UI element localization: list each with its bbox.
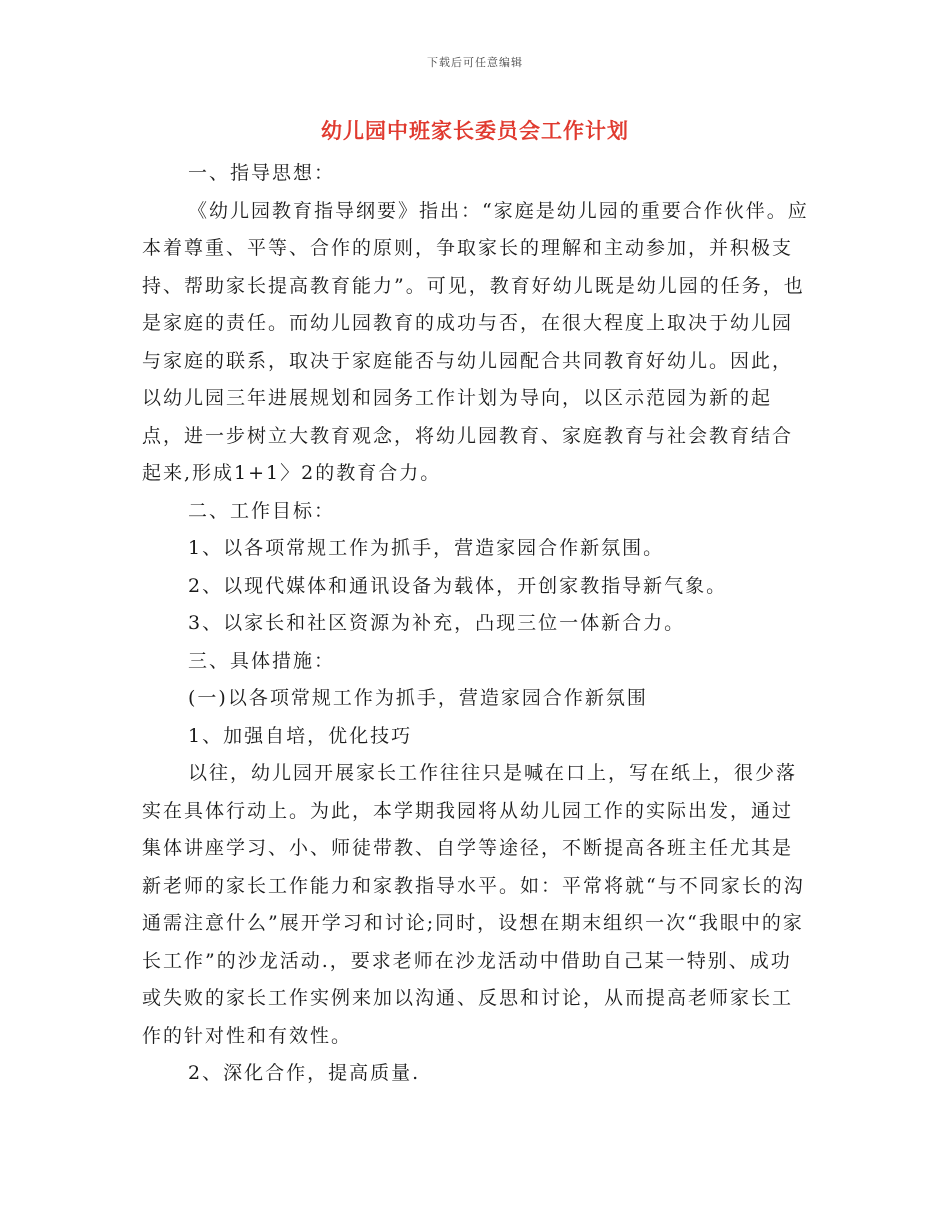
section-heading-measures: 三、具体措施： [188,649,336,672]
subsection-heading-1: (一)以各项常规工作为抓手，营造家园合作新氛围 [188,687,648,709]
goal-item-2: 2、以现代媒体和通讯设备为载体，开创家教指导新气象。 [188,574,728,597]
section-heading-guiding-thought: 一、指导思想： [188,162,336,184]
paragraph-guiding-thought: 《幼儿园教育指导纲要》指出：“家庭是幼儿园的重要合作伙伴。应本着尊重、平等、合作的原则，争取家长的理解和主动参加，并积极支持、帮助家长提高教育能力”。可见，教育好幼儿既是幼儿园的任务，也是家庭的责任。而幼儿园教育的成功与否，在很大程度上取决于幼儿园与家庭的联系，取决于家庭能否与幼儿园配合共同教育好幼儿。因此，以幼儿园三年进展规划和园务工作计划为导向，以区示范园为新的起点，进一步树立大教育观念，将幼儿园教育、家庭教育与社会教育结合起来,形成1+1〉2的教育合力。 [142,199,809,484]
goal-item-3: 3、以家长和社区资源为补充，凸现三位一体新合力。 [188,612,686,634]
document-title: 幼儿园中班家长委员会工作计划 [321,118,629,143]
paragraph-self-training: 以往，幼儿园开展家长工作往往只是喊在口上，写在纸上，很少落实在具体行动上。为此，本学期我园将从幼儿园工作的实际出发，通过集体讲座学习、小、师徒带教、自学等途径，不断提高各班主任尤其是新老师的家长工作能力和家教指导水平。如：平常将就“与不同家长的沟通需注意什么”展开学习和讨论;同时，设想在期末组织一次“我眼中的家长工作”的沙龙活动.，要求老师在沙龙活动中借助自己某一特别、成功或失败的家长工作实例来加以沟通、反思和讨论，从而提高老师家长工作的针对性和有效性。 [142,762,805,1047]
measure-item-2-heading: 2、深化合作，提高质量. [188,1062,421,1084]
goal-item-1: 1、以各项常规工作为抓手，营造家园合作新氛围。 [188,537,665,559]
section-heading-work-goals: 二、工作目标： [188,499,336,522]
document-body [142,155,812,1093]
header-note: 下载后可任意编辑 [427,56,523,69]
measure-item-1-heading: 1、加强自培，优化技巧 [188,724,413,747]
